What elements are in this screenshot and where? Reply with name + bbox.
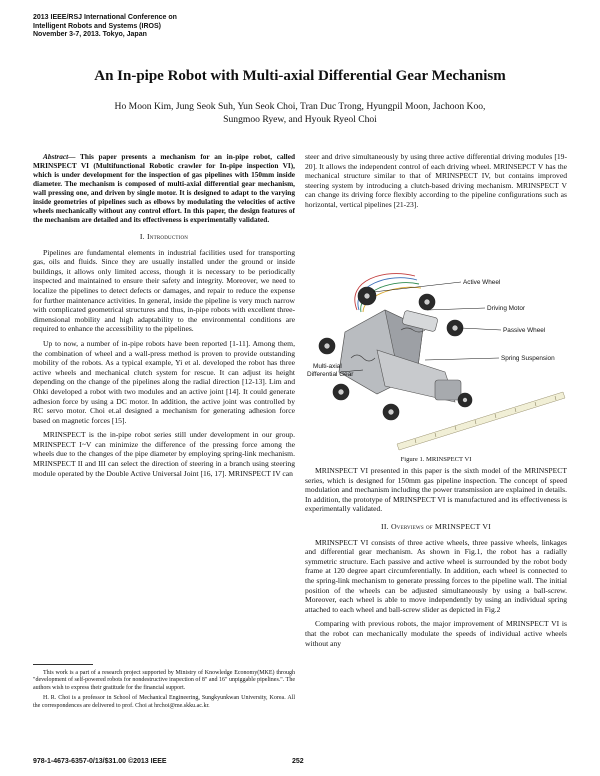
right-paragraph-1: MRINSPECT VI presented in this paper is the sixth model of the MRINSPECT series, which is designed for 150mm gas pipeline inspection. The concept of speed modulation and mechanism including the power transmission are explained in details. In addition, the prototype of MRINSPECT VI is manufactured and its effectiveness is experimentally validated. bbox=[305, 466, 567, 514]
left-column bbox=[33, 152, 295, 483]
footnote-funding: This work is a part of a research project supported by Ministry of Knowledge Economy(MKE) through "development of self-powered robots for nondestructive inspection of 8" and 16" unpiggable pipelines.". The authors wish to express their gratitude for the financial support. bbox=[33, 670, 295, 691]
section-heading-overview bbox=[305, 522, 567, 532]
abstract bbox=[33, 152, 295, 224]
label-gear-line-1: Multi-axial bbox=[313, 363, 342, 370]
abstract-text: — This paper presents a mechanism for an in-pipe robot, called MRINSPECT VI (Multifunctional Robotic crawler for In-pipe inspection VI), which is under development for the inspection of gas pipelines with 150mm inside diameter. The mechanism is composed of multi-axial differential gear mechanism, wall pressing one, and driven by single motor. It is designed to adapt to the varying inside geometries of pipelines such as elbows by modulating the velocities of active wheels mechanically without any control effort. In this paper, the design features of the mechanism are detailed and its effectiveness is experimentally validated. bbox=[33, 152, 295, 224]
section-heading-introduction bbox=[33, 232, 295, 242]
figure-caption: Figure 1. MRINSPECT VI bbox=[400, 456, 472, 463]
abstract-label: Abstract bbox=[43, 152, 69, 161]
isbn-footer: 978-1-4673-6357-0/13/$31.00 ©2013 IEEE bbox=[33, 758, 167, 765]
label-gear-line-2: Differential Gear bbox=[307, 371, 354, 378]
overview-paragraph-1: MRINSPECT VI consists of three active wheels, three passive wheels, linkages and differential gear mechanism. As shown in Fig.1, the robot has a radially symmetric structure. Each passive and active wheel is surrounded by the robot body frame at 120 degree apart circumferentially. In addition, each wheel is connected to the spring-link mechanism to generate pressing forces to the pipeline wall. The initial position of the wheels can be adjusted simultaneously by using a ball-screw. Moreover, each wheel is able to move independently by using an individual spring attached to each wheel and ball-screw slider as depicted in Fig.2 bbox=[305, 537, 567, 614]
conference-line-1: 2013 IEEE/RSJ International Conference on bbox=[33, 14, 177, 21]
right-column-bottom bbox=[305, 466, 567, 653]
section-title: Overviews of MRINSPECT VI bbox=[390, 521, 491, 531]
measuring-tape bbox=[397, 392, 565, 450]
intro-paragraph-1: Pipelines are fundamental elements in industrial facilities used for transporting gas, oils and fluids. Since they are usually installed under the ground or inside buildings, it allows only limited access, though it is necessary to be periodically inspected and maintained to ensure their safety and integrity. Moreover, we need to localize the pipelines to detect defects or damages, and repair to reduce the expense for further maintenance activities. In general, inside the pipeline is very much narrow with complicated geometrical structures and thus, in-pipe robots with excellent three-dimensional mobility and high adaptability to the environmental conditions are required to enhance the accessibility to the pipelines. bbox=[33, 247, 295, 334]
overview-paragraph-2: Comparing with previous robots, the major improvement of MRINSPECT VI is that the robot can mechanically modulate the speeds of individual active wheels without any bbox=[305, 619, 567, 648]
footnote-affiliation: H. R. Choi is a professor in School of Mechanical Engineering, Sungkyunkwan University, Korea. All the correspondences are delivered to prof. Choi at hrchoi@me.skku.ac.kr. bbox=[33, 695, 295, 709]
label-driving-motor: Driving Motor bbox=[487, 305, 525, 312]
conference-line-2: Intelligent Robots and Systems (IROS) bbox=[33, 22, 161, 30]
intro-paragraph-2: Up to now, a number of in-pipe robots have been reported [1-11]. Among them, the combination of wheel and a wall-press method is proven to provide outstanding mobility of the robots. As a typical example, Yi et al. developed the robot has three active wheels and mechanical clutch system for rescue. It can adjust its height depending on the change of the pipelines along the radial direction [12-13]. Lim and Ohki developed a robot with two modules and an active joint [14]. It could generate adhesion force by using a DC motor. In addition, the active joint was controlled by RC servo motor. Choi et.al designed a mechanism for generating adhesion force based on magnetic forces [15]. bbox=[33, 338, 295, 425]
right-intro-paragraph: steer and drive simultaneously by using three active differential driving modules [19-20]. It allows the independent control of each driving wheel. MRINSEPCT V has the mechanical structure similar to that of MRINSPECT IV, but contains improved steering system by introducing a clutch-based driving mechanism. MRINSPECT V can change its driving force flexibly according to the pipeline configurations such as horizontal, vertical pipelines [21-23]. bbox=[305, 152, 567, 209]
robot-body bbox=[339, 310, 461, 402]
label-spring-suspension: Spring Suspension bbox=[501, 355, 555, 362]
label-passive-wheel: Passive Wheel bbox=[503, 327, 546, 334]
right-column-top bbox=[305, 152, 567, 215]
section-title: Introduction bbox=[147, 232, 189, 241]
author-list bbox=[70, 100, 530, 126]
page-number: 252 bbox=[292, 758, 304, 765]
intro-paragraph-3: MRINSPECT is the in-pipe robot series still under development in our group. MRINSPECT I~V can minimize the difference of the pressing force among the wheels due to the changes of the pipe diameter by employing spring-link mechanism. MRINSPECT II and III can select the direction of steering in a branch using steering module operated by the Double Active Universal Joint [16, 17]. MRINSPECT IV can bbox=[33, 430, 295, 478]
author-line-1: Ho Moon Kim, Jung Seok Suh, Yun Seok Choi, Tran Duc Trong, Hyungpil Moon, Jachoon Koo, bbox=[114, 101, 486, 112]
conference-line-3: November 3-7, 2013. Tokyo, Japan bbox=[33, 31, 147, 39]
label-active-wheel: Active Wheel bbox=[463, 279, 501, 286]
conference-header bbox=[33, 14, 293, 40]
robot-figure bbox=[305, 262, 567, 452]
author-line-2: Sungmoo Ryew, and Hyouk Ryeol Choi bbox=[223, 114, 377, 125]
section-number: II. bbox=[381, 521, 389, 531]
footnote-rule bbox=[33, 664, 93, 665]
section-number: I. bbox=[139, 232, 145, 241]
paper-title: An In-pipe Robot with Multi-axial Differential Gear Mechanism bbox=[94, 68, 506, 84]
footnotes bbox=[33, 670, 295, 713]
